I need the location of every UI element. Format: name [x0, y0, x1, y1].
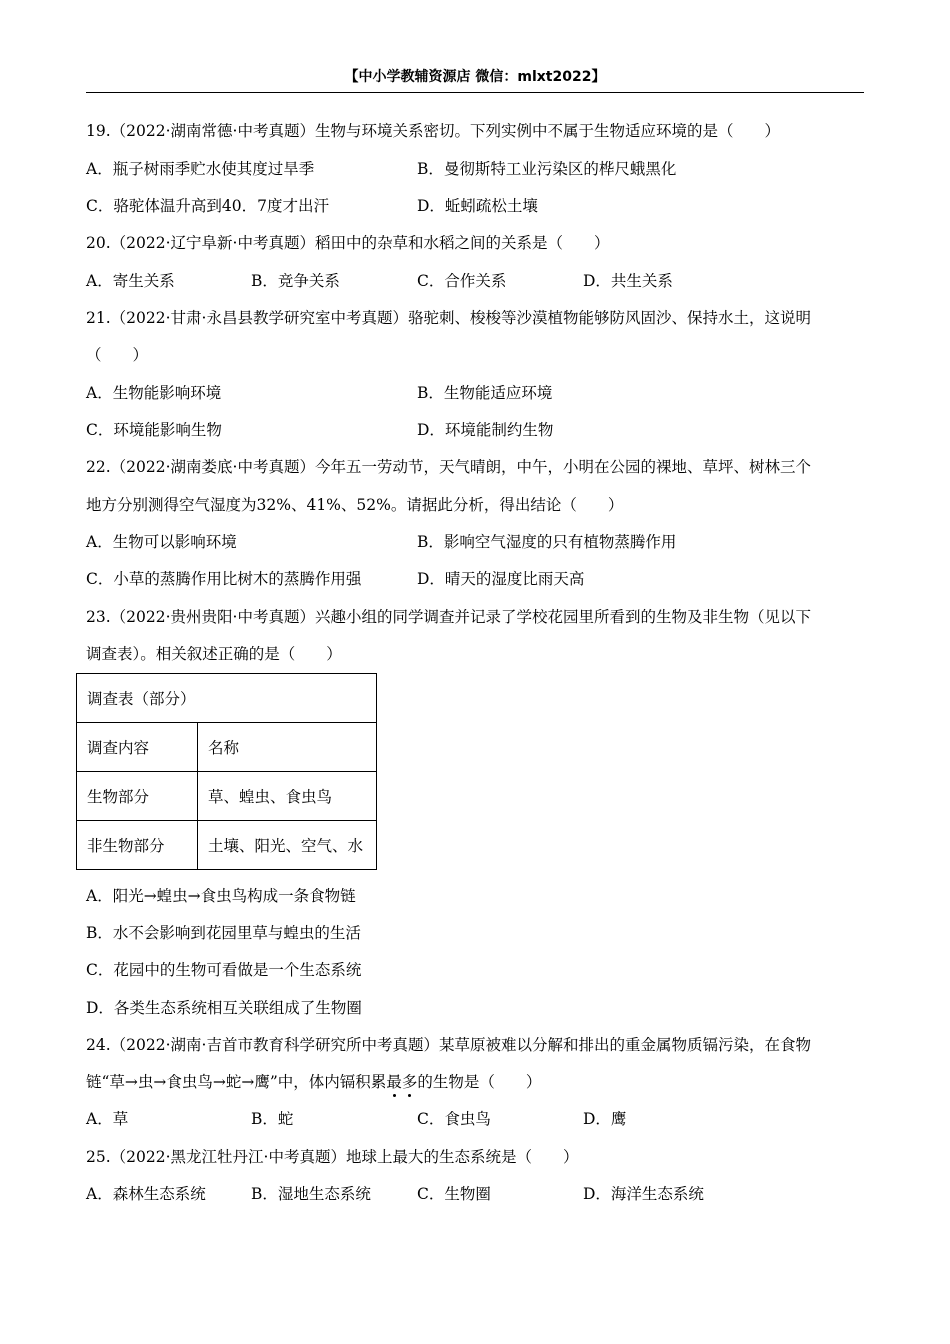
q19-option-d[interactable]: D．蚯蚓疏松土壤 [417, 197, 538, 215]
q24-option-a[interactable]: A．草 [86, 1110, 129, 1128]
table-header-cell: 调查内容 [77, 723, 198, 772]
q25-option-a[interactable]: A．森林生态系统 [86, 1185, 206, 1203]
table-title: 调查表（部分） [77, 674, 377, 723]
q24-stem-text: 链“草→虫→食虫鸟→蛇→鹰”中，体内镉积累 [86, 1073, 387, 1091]
table-cell: 草、蝗虫、食虫鸟 [198, 772, 377, 821]
q20-stem: 20.（2022·辽宁阜新·中考真题）稻田中的杂草和水稻之间的关系是（ ） [86, 234, 610, 252]
table-header-cell: 名称 [198, 723, 377, 772]
q21-option-b[interactable]: B．生物能适应环境 [417, 384, 553, 402]
table-cell: 生物部分 [77, 772, 198, 821]
q22-option-c[interactable]: C．小草的蒸腾作用比树木的蒸腾作用强 [86, 570, 362, 588]
table-cell: 土壤、阳光、空气、水 [198, 821, 377, 870]
q23-option-a[interactable]: A．阳光→蝗虫→食虫鸟构成一条食物链 [86, 887, 356, 905]
table-row [77, 772, 377, 821]
q21-stem-line1: 21.（2022·甘肃·永昌县教学研究室中考真题）骆驼刺、梭梭等沙漠植物能够防风固沙、保持水土，这说明 [86, 309, 811, 327]
q22-stem-line2: 地方分别测得空气湿度为32%、41%、52%。请据此分析，得出结论（ ） [86, 496, 624, 514]
q25-option-b[interactable]: B．湿地生态系统 [251, 1185, 371, 1203]
q24-stem-line2 [86, 1071, 541, 1093]
q19-option-a[interactable]: A．瓶子树雨季贮水使其度过旱季 [86, 160, 315, 178]
q25-option-d[interactable]: D．海洋生态系统 [583, 1185, 704, 1203]
q23-stem-line2: 调查表）。相关叙述正确的是（ ） [86, 645, 342, 663]
table-row [77, 723, 377, 772]
q20-option-a[interactable]: A．寄生关系 [86, 272, 175, 290]
q24-stem-text: 的生物是（ ） [417, 1073, 542, 1091]
q21-option-a[interactable]: A．生物能影响环境 [86, 384, 222, 402]
q24-option-b[interactable]: B．蛇 [251, 1110, 294, 1128]
q20-option-d[interactable]: D．共生关系 [583, 272, 673, 290]
q25-stem: 25.（2022·黑龙江牡丹江·中考真题）地球上最大的生态系统是（ ） [86, 1148, 579, 1166]
q23-option-b[interactable]: B．水不会影响到花园里草与蝗虫的生活 [86, 924, 361, 942]
q24-option-c[interactable]: C．食虫鸟 [417, 1110, 491, 1128]
emphasis-char: 多 [401, 1073, 418, 1091]
q24-option-d[interactable]: D．鹰 [583, 1110, 627, 1128]
q23-stem-line1: 23.（2022·贵州贵阳·中考真题）兴趣小组的同学调查并记录了学校花园里所看到的生物及非生物（见以下 [86, 608, 811, 626]
table-cell: 非生物部分 [77, 821, 198, 870]
q25-option-c[interactable]: C．生物圈 [417, 1185, 491, 1203]
q20-option-c[interactable]: C．合作关系 [417, 272, 507, 290]
q22-option-a[interactable]: A．生物可以影响环境 [86, 533, 237, 551]
emphasis-char: 最 [386, 1073, 402, 1091]
q19-stem: 19.（2022·湖南常德·中考真题）生物与环境关系密切。下列实例中不属于生物适应环境的是（ ） [86, 122, 780, 140]
q21-option-c[interactable]: C．环境能影响生物 [86, 421, 222, 439]
q21-stem-line2: （ ） [86, 346, 149, 364]
q23-option-c[interactable]: C．花园中的生物可看做是一个生态系统 [86, 961, 362, 979]
survey-table [76, 673, 377, 870]
page-header: 【中小学教辅资源店 微信：mlxt2022】 [86, 66, 864, 93]
q21-option-d[interactable]: D．环境能制约生物 [417, 421, 554, 439]
q19-option-b[interactable]: B．曼彻斯特工业污染区的桦尺蛾黑化 [417, 160, 677, 178]
table-row [77, 674, 377, 723]
q20-option-b[interactable]: B．竞争关系 [251, 272, 340, 290]
q22-option-b[interactable]: B．影响空气湿度的只有植物蒸腾作用 [417, 533, 677, 551]
table-row [77, 821, 377, 870]
q22-stem-line1: 22.（2022·湖南娄底·中考真题）今年五一劳动节，天气晴朗，中午，小明在公园的裸地、草坪、树林三个 [86, 458, 811, 476]
q24-stem-line1: 24.（2022·湖南·吉首市教育科学研究所中考真题）某草原被难以分解和排出的重金属物质镉污染，在食物 [86, 1036, 811, 1054]
q19-option-c[interactable]: C．骆驼体温升高到40．7度才出汗 [86, 197, 329, 215]
q23-option-d[interactable]: D．各类生态系统相互关联组成了生物圈 [86, 999, 362, 1017]
q22-option-d[interactable]: D．晴天的湿度比雨天高 [417, 570, 585, 588]
